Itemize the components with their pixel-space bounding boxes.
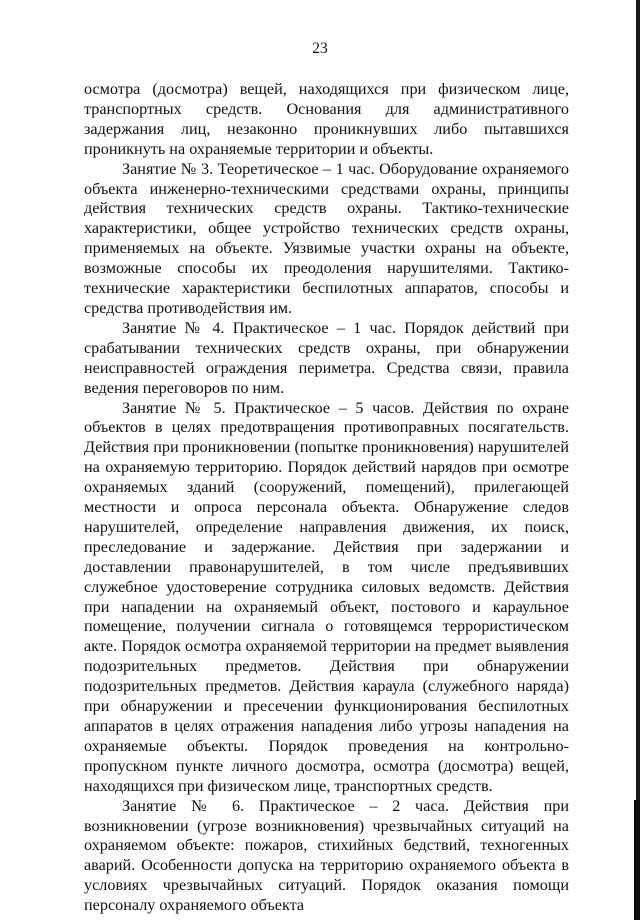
paragraph-continuation: осмотра (досмотра) вещей, находящихся при физическом лице, транспортных средств. Основания для административного задержания лиц, незаконно проникнувших либо пытавшихся проникнуть на охраняемые территории и объекты. <box>84 80 569 158</box>
paragraph-lesson-6: Занятие № 6. Практическое – 2 часа. Действия при возникновении (угрозе возникновения) чрезвычайных ситуаций на охраняемом объекте: пожаров, стихийных бедствий, техногенных аварий. Особенности допуска на территорию охраняемого объекта в условиях чрезвычайных ситуаций. Порядок оказания помощи персоналу охраняемого объекта <box>84 796 569 915</box>
document-body <box>84 80 569 916</box>
scan-corner-shadow <box>634 800 640 920</box>
paragraph-lesson-3: Занятие № 3. Теоретическое – 1 час. Оборудование охраняемого объекта инженерно-техническими средствами охраны, принципы действия технических средств охраны. Тактико-технические характеристики, общее устройство технических средств охраны, применяемых на объекте. Уязвимые участки охраны на объекте, возможные способы их преодоления нарушителями. Тактико-технические характеристики беспилотных аппаратов, способы и средства противодействия им. <box>84 159 569 317</box>
paragraph-lesson-5: Занятие № 5. Практическое – 5 часов. Действия по охране объектов в целях предотвращения противоправных посягательств. Действия при проникновении (попытке проникновения) нарушителей на охраняемую территорию. Порядок действий нарядов при осмотре охраняемых зданий (сооружений, помещений), прилегающей местности и опроса персонала объекта. Обнаружение следов нарушителей, определение направления движения, их поиск, преследование и задержание. Действия при задержании и доставлении правонарушителей, в том числе предъявивших служебное удостоверение сотрудника силовых ведомств. Действия при нападении на охраняемый объект, постового и караульное помещение, получении сигнала о готовящемся террористическом акте. Порядок осмотра охраняемой территории на предмет выявления подозрительных предметов. Действия при обнаружении подозрительных предметов. Действия караула (служебного наряда) при обнаружении и пресечении функционирования беспилотных аппаратов в целях отражения нападения либо угрозы нападения на охраняемые объекты. Порядок проведения на контрольно-пропускном пункте личного досмотра, осмотра (досмотра) вещей, находящихся при физическом лице, транспортных средств. <box>84 398 569 795</box>
paragraph-lesson-4: Занятие № 4. Практическое – 1 час. Порядок действий при срабатывании технических средств охраны, при обнаружении неисправностей ограждения периметра. Средства связи, правила ведения переговоров по ним. <box>84 318 569 397</box>
page-number: 23 <box>312 40 328 57</box>
scan-edge-shadow <box>636 0 640 920</box>
